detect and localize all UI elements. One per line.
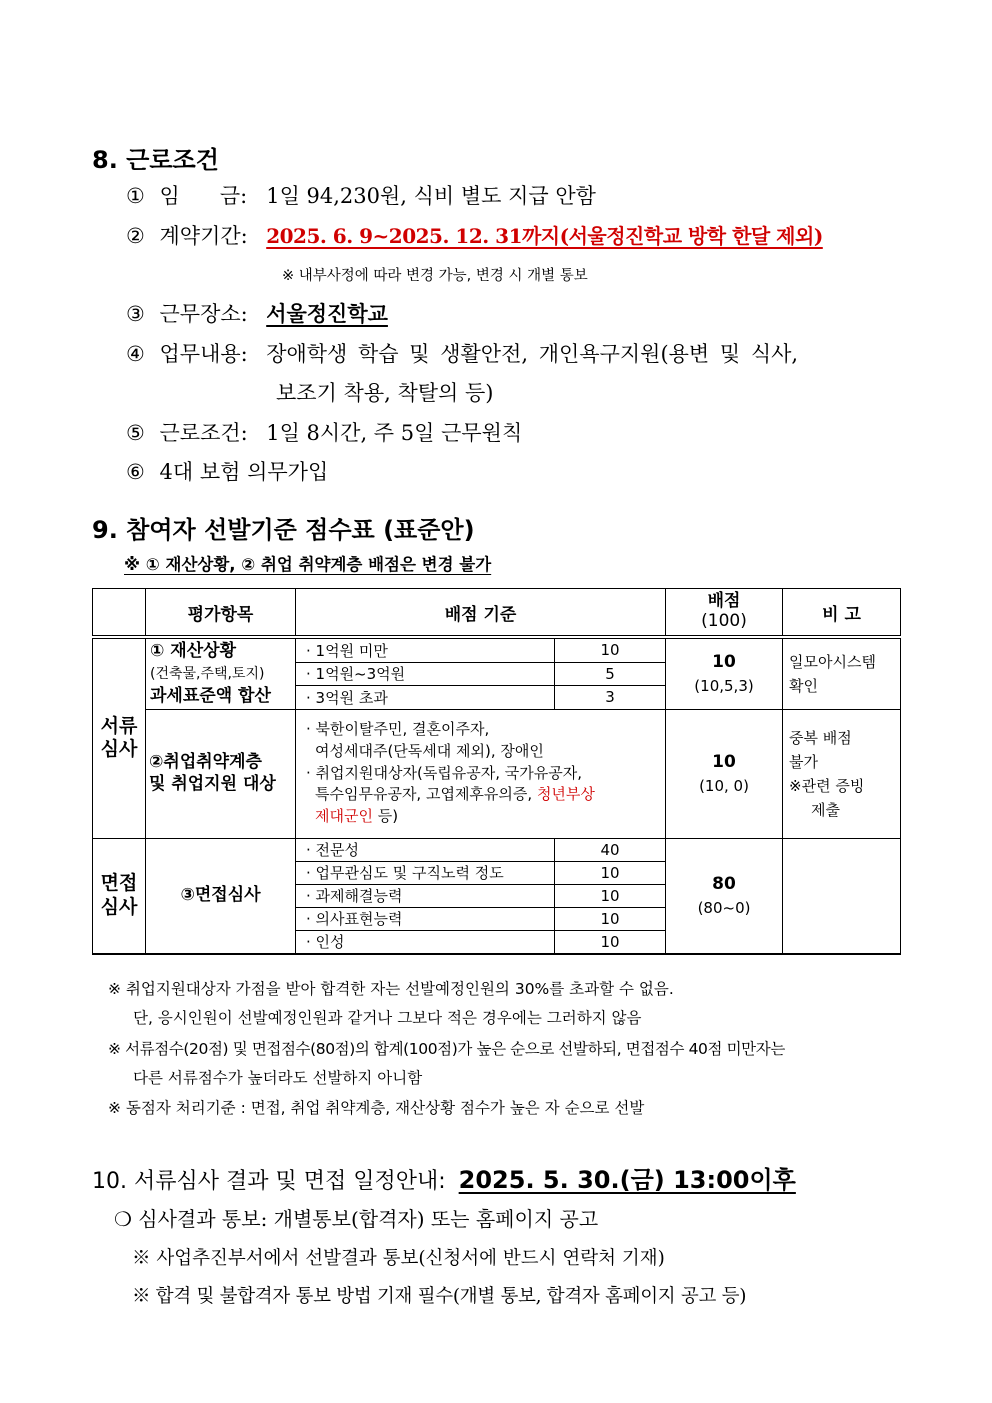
criteria-label: · 업무관심도 및 구직노력 정도: [296, 861, 555, 884]
item-label: 임 금:: [159, 184, 248, 208]
contract-period-value: 2025. 6. 9~2025. 12. 31까지(서울정진학교 방학 한달 제외): [266, 224, 823, 248]
item-number: ②: [126, 224, 145, 248]
section-10-title: [92, 1160, 796, 1195]
item-number: ①: [126, 184, 145, 208]
work-condition-duties: [126, 338, 798, 368]
section-10-date: 2025. 5. 30.(금) 13:00이후: [458, 1166, 796, 1194]
vulnerable-crit3: · 취업지원대상자(독립유공자, 국가유공자,: [306, 763, 583, 782]
item-interview: ③면접심사: [146, 838, 296, 954]
vulnerable-remark-line4: 제출: [811, 800, 840, 819]
section-8-title: 8. 근로조건: [92, 146, 219, 174]
category-line1: 면접: [100, 871, 138, 894]
vulnerable-crit5: 등): [372, 807, 399, 826]
category-document-review: [93, 637, 146, 838]
asset-points: [666, 637, 783, 709]
item-number: ⑥: [126, 460, 145, 484]
vulnerable-crit5-red: 제대군인: [315, 807, 373, 826]
item-number: ④: [126, 342, 145, 366]
section-9-title: 9. 참여자 선발기준 점수표 (표준안): [92, 516, 475, 544]
criteria-label: · 인성: [296, 930, 555, 954]
section-10-line3: ※ 합격 및 불합격자 통보 방법 기재 필수(개별 통보, 합격자 홈페이지 공고 등): [132, 1286, 747, 1307]
category-interview: [93, 838, 146, 954]
vulnerable-points-value: 10: [712, 751, 736, 772]
vulnerable-crit2: 여성세대주(단독세대 제외), 장애인: [315, 741, 544, 760]
asset-line2: (건축물,주택,토지): [150, 665, 265, 682]
header-empty: [93, 589, 146, 638]
work-condition-insurance: [126, 456, 328, 486]
criteria-label: · 과제해결능력: [296, 884, 555, 907]
item-number: ⑤: [126, 421, 145, 445]
header-remark: 비 고: [783, 589, 901, 638]
vulnerable-line2: 및 취업지원 대상: [149, 773, 276, 794]
criteria-score: 10: [555, 861, 666, 884]
category-line1: 서류: [100, 714, 138, 737]
vulnerable-points-sub: (10, 0): [699, 777, 749, 796]
vulnerable-remark-line3: ※관련 증빙: [789, 776, 865, 795]
asset-remark-line2: 확인: [789, 676, 818, 695]
asset-remark: [783, 637, 901, 709]
workplace-value: 서울정진학교: [266, 301, 388, 326]
criteria-label: · 3억원 초과: [296, 686, 555, 710]
criteria-score: 10: [555, 884, 666, 907]
work-condition-place: [126, 298, 388, 328]
interview-points: [666, 838, 783, 954]
note-2b: 다른 서류점수가 높더라도 선발하지 아니함: [133, 1069, 423, 1087]
note-1a: ※ 취업지원대상자 가점을 받아 합격한 자는 선발예정인원의 30%를 초과할 수 없음.: [108, 980, 674, 998]
item-vulnerable: [146, 709, 296, 838]
criteria-label: · 전문성: [296, 838, 555, 861]
work-condition-wage: [126, 180, 596, 210]
asset-remark-line1: 일모아시스템: [789, 652, 876, 671]
note-2a: ※ 서류점수(20점) 및 면접점수(80점)의 합계(100점)가 높은 순으로 선발하되, 면접점수 40점 미만자는: [108, 1040, 785, 1058]
vulnerable-remark-line1: 중복 배점: [789, 728, 852, 747]
section-10-line2: ※ 사업추진부서에서 선발결과 통보(신청서에 반드시 연락처 기재): [132, 1248, 665, 1269]
header-points-line2: (100): [701, 611, 747, 631]
work-condition-contract: [126, 220, 823, 250]
header-criteria: 배점 기준: [296, 589, 666, 638]
item-label: 계약기간:: [159, 224, 248, 248]
vulnerable-crit4-red: 청년부상: [536, 785, 595, 804]
section-10-label: 10. 서류심사 결과 및 면접 일정안내:: [92, 1169, 446, 1194]
item-label: 업무내용:: [159, 342, 248, 366]
item-label: 근로조건:: [159, 421, 248, 445]
interview-points-value: 80: [712, 873, 736, 894]
vulnerable-line1: ②취업취약계층: [149, 752, 262, 773]
vulnerable-remark-line2: 불가: [789, 752, 818, 771]
asset-line1: ① 재산상황: [150, 641, 236, 661]
work-condition-hours: [126, 417, 522, 447]
item-number: ③: [126, 302, 145, 326]
vulnerable-criteria: [296, 709, 666, 838]
item-value: 장애학생 학습 및 생활안전, 개인욕구지원(용변 및 식사,: [266, 342, 799, 366]
asset-points-value: 10: [712, 651, 736, 672]
header-points: [666, 589, 783, 638]
item-asset: [146, 637, 296, 709]
contract-note: ※ 내부사정에 따라 변경 가능, 변경 시 개별 통보: [282, 268, 588, 284]
category-line2: 심사: [100, 895, 138, 918]
criteria-label: · 1억원 미만: [296, 637, 555, 662]
section-9-subnote: ※ ① 재산상황, ② 취업 취약계층 배점은 변경 불가: [124, 555, 492, 574]
duties-continued: 보조기 착용, 착탈의 등): [276, 381, 494, 405]
item-value: 1일 94,230원, 식비 별도 지급 안함: [266, 184, 596, 208]
interview-remark: [783, 838, 901, 954]
vulnerable-crit1: · 북한이탈주민, 결혼이주자,: [306, 720, 490, 739]
asset-line3: 과세표준액 합산: [150, 685, 271, 706]
vulnerable-crit4: 특수임무유공자, 고엽제후유의증,: [315, 785, 537, 804]
section-10-line1: ❍ 심사결과 통보: 개별통보(합격자) 또는 홈페이지 공고: [114, 1207, 599, 1231]
selection-score-table: [92, 588, 901, 955]
criteria-score: 5: [555, 662, 666, 686]
vulnerable-remark: [783, 709, 901, 838]
criteria-score: 40: [555, 838, 666, 861]
category-line2: 심사: [100, 738, 138, 761]
item-label: 근무장소:: [159, 302, 248, 326]
note-3: ※ 동점자 처리기준 : 면접, 취업 취약계층, 재산상황 점수가 높은 자 순으로 선발: [108, 1099, 645, 1117]
criteria-score: 10: [555, 637, 666, 662]
criteria-score: 3: [555, 686, 666, 710]
asset-points-sub: (10,5,3): [694, 677, 754, 696]
item-value: 4대 보험 의무가입: [159, 460, 329, 484]
header-points-line1: 배점: [707, 591, 741, 612]
criteria-label: · 의사표현능력: [296, 907, 555, 930]
note-1b: 단, 응시인원이 선발예정인원과 같거나 그보다 적은 경우에는 그러하지 않음: [133, 1009, 642, 1027]
item-value: 1일 8시간, 주 5일 근무원칙: [266, 421, 523, 445]
criteria-label: · 1억원~3억원: [296, 662, 555, 686]
criteria-score: 10: [555, 930, 666, 954]
vulnerable-points: [666, 709, 783, 838]
interview-points-sub: (80~0): [697, 899, 751, 918]
header-item: 평가항목: [146, 589, 296, 638]
criteria-score: 10: [555, 907, 666, 930]
